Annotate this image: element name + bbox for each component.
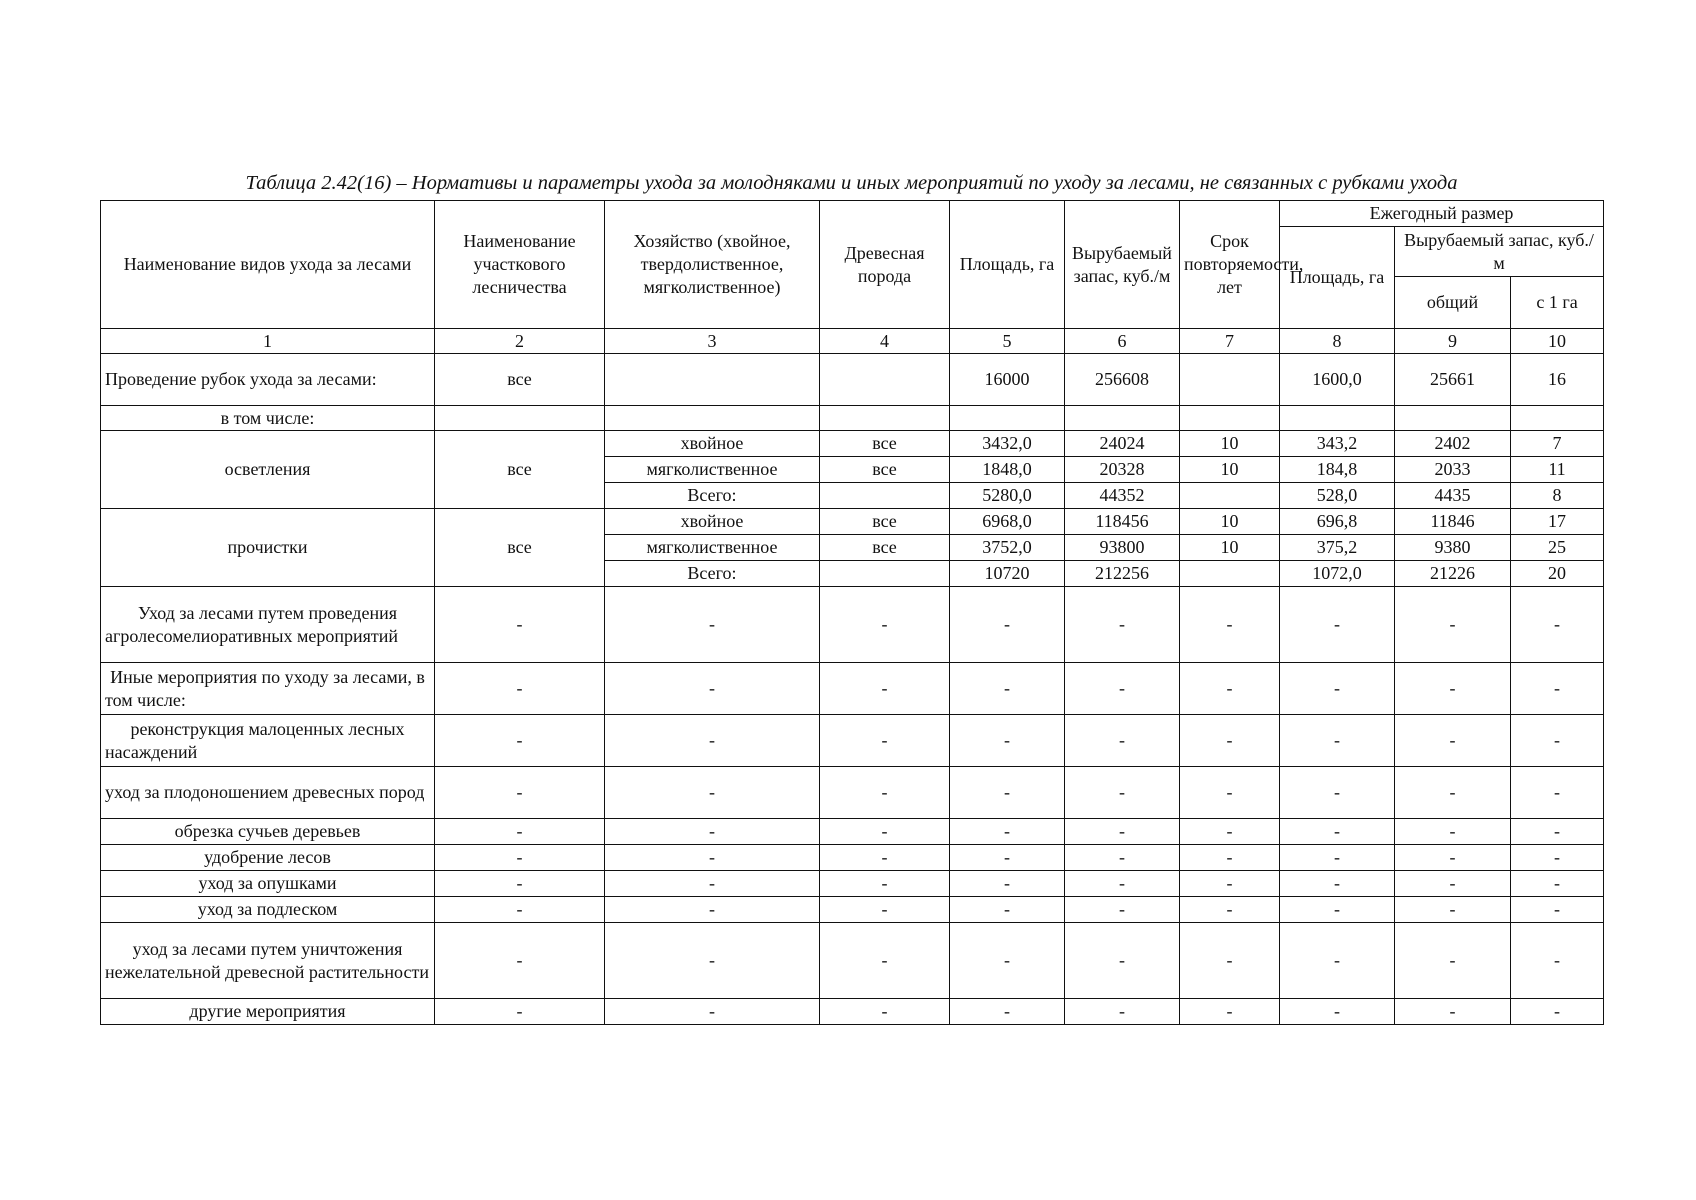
cell-annual-per-ha [1511,406,1604,431]
row-name: обрезка сучьев деревьев [101,819,435,845]
cell-species: все [820,535,950,561]
col-number: 8 [1280,329,1395,354]
table-row [101,715,1604,767]
cell-dash: - [820,715,950,767]
cell-annual-area [1280,406,1395,431]
header-annual-area: Площадь, га [1280,227,1395,329]
row-name: уход за опушками [101,871,435,897]
cell-stock: 44352 [1065,483,1180,509]
cell-dash: - [1511,871,1604,897]
cell-period [1180,561,1280,587]
table-row [101,871,1604,897]
row-name: уход за лесами путем уничтожения нежелательной древесной растительности [101,923,435,999]
cell-dash: - [435,999,605,1025]
cell-dash: - [1511,897,1604,923]
cell-area: 16000 [950,354,1065,406]
header-stock-per-ha: с 1 га [1511,277,1604,329]
cell-dash: - [1280,767,1395,819]
cell-dash: - [605,923,820,999]
cell-annual-area: 528,0 [1280,483,1395,509]
cell-economy: Всего: [605,483,820,509]
row-name: в том числе: [101,406,435,431]
cell-dash: - [1511,715,1604,767]
cell-dash: - [1065,819,1180,845]
cell-period [1180,354,1280,406]
cell-dash: - [1180,663,1280,715]
cell-stock: 93800 [1065,535,1180,561]
column-numbers-row [101,329,1604,354]
cell-dash: - [1065,999,1180,1025]
cell-dash: - [605,897,820,923]
cell-dash: - [820,587,950,663]
cell-annual-area: 696,8 [1280,509,1395,535]
cell-dash: - [950,845,1065,871]
cell-dash: - [1395,999,1511,1025]
cell-dash: - [1065,715,1180,767]
cell-dash: - [1511,587,1604,663]
cell-dash: - [1180,587,1280,663]
cell-dash: - [1065,897,1180,923]
cell-species: все [820,431,950,457]
cell-forestry: все [435,354,605,406]
header-economy: Хозяйство (хвойное, твердолиственное, мягколиственное) [605,201,820,329]
cell-dash: - [1065,871,1180,897]
cell-dash: - [950,587,1065,663]
cell-dash: - [1511,923,1604,999]
cell-dash: - [1395,663,1511,715]
cell-dash: - [1511,767,1604,819]
cell-period: 10 [1180,457,1280,483]
cell-dash: - [605,663,820,715]
cell-annual-total: 11846 [1395,509,1511,535]
cell-dash: - [950,999,1065,1025]
cell-area: 1848,0 [950,457,1065,483]
cell-dash: - [605,845,820,871]
row-name: реконструкция малоценных лесных насаждений [101,715,435,767]
table-row [101,767,1604,819]
cell-dash: - [435,587,605,663]
cell-area: 10720 [950,561,1065,587]
cell-dash: - [605,871,820,897]
cell-area: 6968,0 [950,509,1065,535]
cell-dash: - [605,767,820,819]
table-row [101,663,1604,715]
cell-dash: - [1280,999,1395,1025]
col-number: 4 [820,329,950,354]
cell-annual-per-ha: 16 [1511,354,1604,406]
cell-dash: - [820,845,950,871]
cell-annual-per-ha: 25 [1511,535,1604,561]
row-name: Иные мероприятия по уходу за лесами, в том числе: [101,663,435,715]
cell-dash: - [1280,923,1395,999]
cell-dash: - [820,923,950,999]
header-period: Срок повторяемости, лет [1180,201,1280,329]
col-number: 9 [1395,329,1511,354]
table-caption: Таблица 2.42(16) – Нормативы и параметры ухода за молодняками и иных мероприятий по уходу за лесами, не связанных с рубками ухода [245,172,1458,194]
cell-dash: - [1280,819,1395,845]
cell-area: 3752,0 [950,535,1065,561]
table-row [101,819,1604,845]
header-forestry: Наименование участкового лесничества [435,201,605,329]
cell-annual-total: 2402 [1395,431,1511,457]
cell-economy: Всего: [605,561,820,587]
cell-dash: - [1395,871,1511,897]
cell-dash: - [1280,587,1395,663]
header-species: Древесная порода [820,201,950,329]
cell-forestry [435,406,605,431]
table-row [101,999,1604,1025]
cell-dash: - [1395,923,1511,999]
cell-dash: - [605,587,820,663]
cell-dash: - [1180,923,1280,999]
cell-species: все [820,457,950,483]
cell-dash: - [820,871,950,897]
cell-dash: - [950,767,1065,819]
cell-dash: - [1280,871,1395,897]
header-name-of-care: Наименование видов ухода за лесами [101,201,435,329]
cell-dash: - [1180,871,1280,897]
cell-dash: - [605,715,820,767]
cell-dash: - [435,923,605,999]
col-number: 3 [605,329,820,354]
row-name: осветления [101,431,435,509]
cell-dash: - [1395,897,1511,923]
cell-period: 10 [1180,509,1280,535]
cell-dash: - [950,819,1065,845]
cell-dash: - [1065,923,1180,999]
cell-stock: 20328 [1065,457,1180,483]
cell-dash: - [435,897,605,923]
cell-dash: - [950,923,1065,999]
header-annual-size: Ежегодный размер [1280,201,1604,227]
cell-forestry: все [435,431,605,509]
cell-period: 10 [1180,535,1280,561]
cell-annual-total: 9380 [1395,535,1511,561]
cell-species [820,406,950,431]
cell-dash: - [1280,897,1395,923]
cell-dash: - [1065,587,1180,663]
cell-economy [605,406,820,431]
cell-annual-total: 25661 [1395,354,1511,406]
cell-dash: - [1180,999,1280,1025]
col-number: 10 [1511,329,1604,354]
row-name: уход за плодоношением древесных пород [101,767,435,819]
cell-dash: - [435,819,605,845]
cell-annual-per-ha: 17 [1511,509,1604,535]
table-row [101,509,1604,535]
table-row [101,431,1604,457]
cell-economy: хвойное [605,431,820,457]
cell-dash: - [1180,819,1280,845]
cell-economy [605,354,820,406]
cell-dash: - [950,897,1065,923]
cell-dash: - [435,715,605,767]
cell-dash: - [605,999,820,1025]
table-row [101,406,1604,431]
cell-dash: - [605,819,820,845]
cell-annual-area: 184,8 [1280,457,1395,483]
cell-annual-area: 1600,0 [1280,354,1395,406]
cell-dash: - [820,999,950,1025]
cell-species [820,561,950,587]
col-number: 2 [435,329,605,354]
cell-dash: - [435,845,605,871]
row-name: Проведение рубок ухода за лесами: [101,354,435,406]
cell-stock: 212256 [1065,561,1180,587]
cell-dash: - [1180,715,1280,767]
cell-economy: хвойное [605,509,820,535]
col-number: 5 [950,329,1065,354]
cell-dash: - [1280,715,1395,767]
cell-annual-area: 343,2 [1280,431,1395,457]
cell-species: все [820,509,950,535]
table-row [101,845,1604,871]
cell-dash: - [1065,767,1180,819]
header-annual-stock: Вырубаемый запас, куб./м [1395,227,1604,277]
cell-annual-area: 1072,0 [1280,561,1395,587]
cell-dash: - [1511,999,1604,1025]
cell-period [1180,406,1280,431]
cell-annual-total: 4435 [1395,483,1511,509]
cell-dash: - [1280,663,1395,715]
cell-stock [1065,406,1180,431]
cell-economy: мягколиственное [605,457,820,483]
cell-stock: 24024 [1065,431,1180,457]
cell-dash: - [435,767,605,819]
cell-dash: - [1395,715,1511,767]
cell-species [820,354,950,406]
cell-dash: - [950,663,1065,715]
cell-annual-area: 375,2 [1280,535,1395,561]
header-area: Площадь, га [950,201,1065,329]
cell-dash: - [1395,587,1511,663]
col-number: 6 [1065,329,1180,354]
cell-dash: - [1180,767,1280,819]
cell-stock: 118456 [1065,509,1180,535]
table-row [101,587,1604,663]
cell-dash: - [1511,819,1604,845]
cell-dash: - [1065,845,1180,871]
cell-dash: - [435,663,605,715]
cell-annual-total: 21226 [1395,561,1511,587]
cell-forestry: все [435,509,605,587]
cell-annual-per-ha: 11 [1511,457,1604,483]
cell-dash: - [1180,845,1280,871]
cell-area: 3432,0 [950,431,1065,457]
cell-dash: - [1065,663,1180,715]
cell-dash: - [435,871,605,897]
cell-dash: - [820,897,950,923]
cell-dash: - [1511,663,1604,715]
cell-annual-per-ha: 7 [1511,431,1604,457]
row-name: другие мероприятия [101,999,435,1025]
table-row [101,354,1604,406]
cell-dash: - [1280,845,1395,871]
cell-species [820,483,950,509]
cell-area [950,406,1065,431]
cell-dash: - [1511,845,1604,871]
col-number: 7 [1180,329,1280,354]
row-name: Уход за лесами путем проведения агролесомелиоративных мероприятий [101,587,435,663]
cell-economy: мягколиственное [605,535,820,561]
cell-dash: - [820,819,950,845]
header-stock-total: общий [1395,277,1511,329]
row-name: прочистки [101,509,435,587]
cell-dash: - [1395,845,1511,871]
table-row [101,923,1604,999]
cell-annual-per-ha: 20 [1511,561,1604,587]
cell-area: 5280,0 [950,483,1065,509]
cell-annual-total [1395,406,1511,431]
cell-dash: - [820,767,950,819]
cell-dash: - [820,663,950,715]
cell-dash: - [1395,767,1511,819]
table-row [101,897,1604,923]
forest-care-table [100,200,1604,1025]
cell-dash: - [950,715,1065,767]
row-name: уход за подлеском [101,897,435,923]
cell-dash: - [1395,819,1511,845]
col-number: 1 [101,329,435,354]
row-name: удобрение лесов [101,845,435,871]
cell-period [1180,483,1280,509]
cell-dash: - [950,871,1065,897]
cell-period: 10 [1180,431,1280,457]
cell-annual-total: 2033 [1395,457,1511,483]
cell-annual-per-ha: 8 [1511,483,1604,509]
header-stock: Вырубаемый запас, куб./м [1065,201,1180,329]
cell-dash: - [1180,897,1280,923]
cell-stock: 256608 [1065,354,1180,406]
